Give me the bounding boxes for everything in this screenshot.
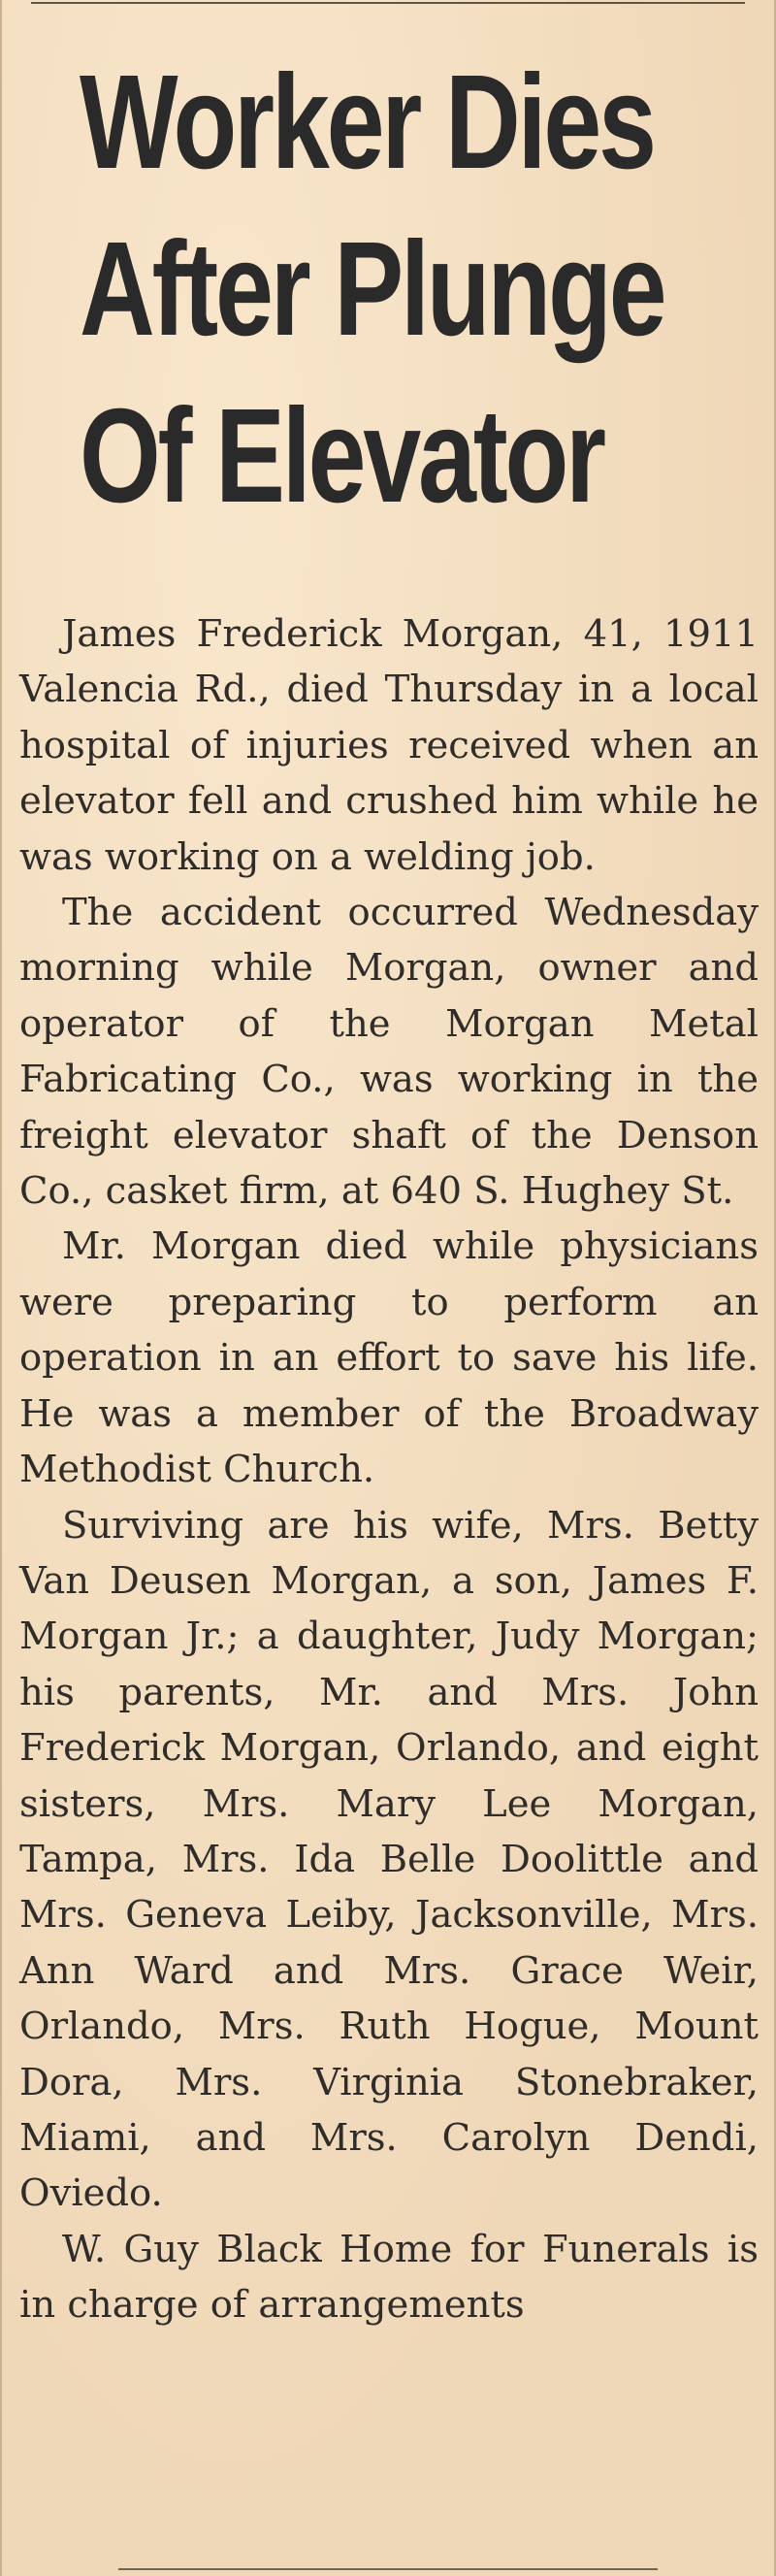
headline-line-3: Of Elevator [80,381,603,531]
paragraph-3: Mr. Morgan died while physicians were preparing to perform an operation in an effort to save his life. He was a member of the Broadway Methodist Church. [19,1224,759,1492]
headline-line-2: After Plunge [80,214,664,364]
article-body [19,606,759,2333]
paragraph-4: Surviving are his wife, Mrs. Betty Van Deusen Morgan, a son, James F. Morgan Jr.; a daughter, Judy Morgan; his parents, Mr. and Mrs. John Frederick Morgan, Orlando, and eight sisters, Mrs. Mary Lee Morgan, Tampa, Mrs. Ida Belle Doolittle and Mrs. Geneva Leiby, Jacksonville, Mrs. Ann Ward and Mrs. Grace Weir, Orlando, Mrs. Ruth Hogue, Mount Dora, Mrs. Virginia Stonebraker, Miami, and Mrs. Carolyn Dendi, Oviedo. [19,1503,759,2216]
headline [80,39,664,539]
top-rule [31,2,745,4]
paragraph-5: W. Guy Black Home for Funerals is in charge of arrangements [19,2227,759,2328]
paragraph-1: James Frederick Morgan, 41, 1911 Valencia Rd., died Thursday in a local hospital of injuries received when an elevator fell and crushed him while he was working on a welding job. [19,612,759,879]
bottom-rule [118,2568,658,2570]
paragraph-2: The accident occurred Wednesday morning while Morgan, owner and operator of the Morgan Metal Fabricating Co., was working in the freight elevator shaft of the Denson Co., casket firm, at 640 S. Hughey St. [19,891,759,1214]
headline-line-1: Worker Dies [80,48,654,197]
